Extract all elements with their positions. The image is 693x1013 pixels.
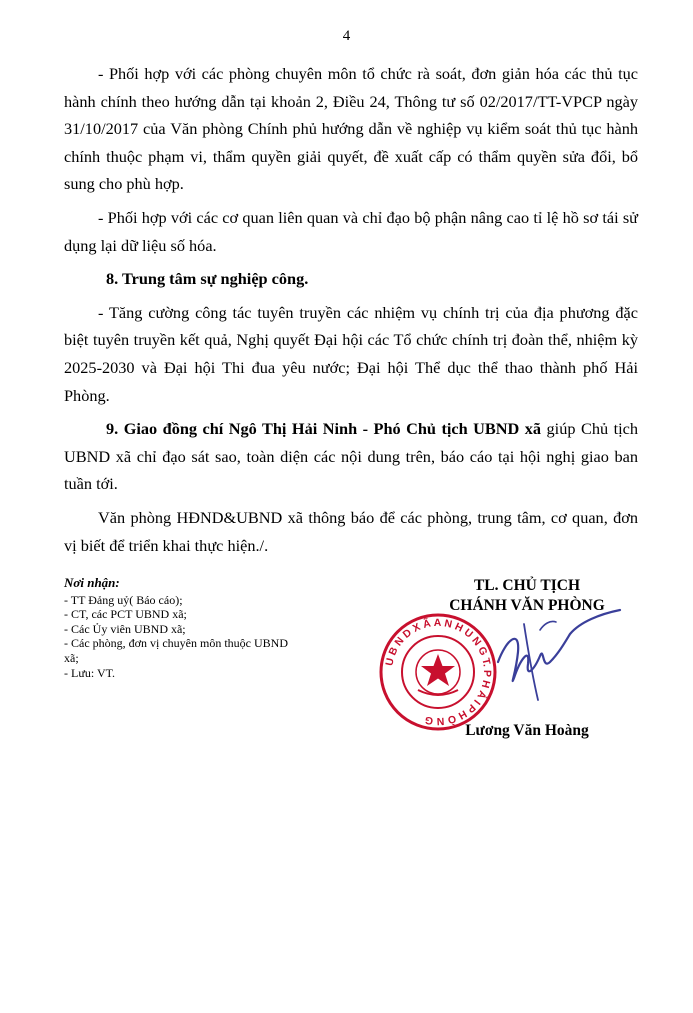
paragraph-assignment [64,415,638,498]
paragraph-notice: Văn phòng HĐND&UBND xã thông báo để các phòng, trung tâm, cơ quan, đơn vị biết để triển khai thực hiện./. [64,507,638,555]
paragraph-propaganda: - Tăng cường công tác tuyên truyền các nhiệm vụ chính trị của địa phương đặc biệt tuyên truyền kết quả, Nghị quyết Đại hội các Tổ chức chính trị đoàn thể, nhiệm kỳ 2025-2030 và Đại hội Thi đua yêu nước; Đại hội Thể dục thể thao thành phố Hải Phòng. [64,302,638,405]
signature-title-line1: TL. CHỦ TỊCH [473,577,581,594]
recipient-item: - Các Ủy viên UBND xã; [64,621,186,636]
page-number: 4 [342,28,351,44]
assignment-rest: giúp Chủ tịch UBND xã chỉ đạo sát sao, toàn diện các nội dung trên, báo cáo tại hội nghị giao ban tuần tới. [64,419,638,494]
signer-name: Lương Văn Hoàng [465,722,589,739]
recipient-item: - CT, các PCT UBND xã; [64,607,187,622]
recipient-item: - Lưu: VT. [64,665,116,680]
assignment-bold: 9. Giao đồng chí Ngô Thị Hải Ninh - Phó Chủ tịch UBND xã [106,419,542,439]
paragraph-admin-procedures: - Phối hợp với các phòng chuyên môn tổ chức rà soát, đơn giản hóa các thủ tục hành chính theo hướng dẫn tại khoản 2, Điều 24, Thông tư số 02/2017/TT-VPCP ngày 31/10/2017 của Văn phòng Chính phủ hướng dẫn về nghiệp vụ kiểm soát thủ tục hành chính thuộc phạm vi, thẩm quyền giải quyết, đề xuất cấp có thẩm quyền sửa đổi, bổ sung cho phù hợp. [64,64,638,194]
signature-title-line2: CHÁNH VĂN PHÒNG [449,597,605,614]
heading-public-service-center: 8. Trung tâm sự nghiệp công. [106,269,309,289]
paragraph-digitized-records: - Phối hợp với các cơ quan liên quan và chỉ đạo bộ phận nâng cao tỉ lệ hồ sơ tái sử dụng lại dữ liệu số hóa. [64,207,638,255]
recipients-title: Nơi nhận: [64,575,120,590]
recipient-item: - TT Đảng uỷ( Báo cáo); [64,592,183,607]
recipient-item: - Các phòng, đơn vị chuyên môn thuộc UBND xã; [64,636,288,665]
handwritten-signature-icon [480,600,650,710]
seal-text: U B N D X Ã A N H U N G T. P H Ả I P H Ò N G [383,616,494,728]
document-body [64,60,638,565]
recipients-block [64,576,304,680]
